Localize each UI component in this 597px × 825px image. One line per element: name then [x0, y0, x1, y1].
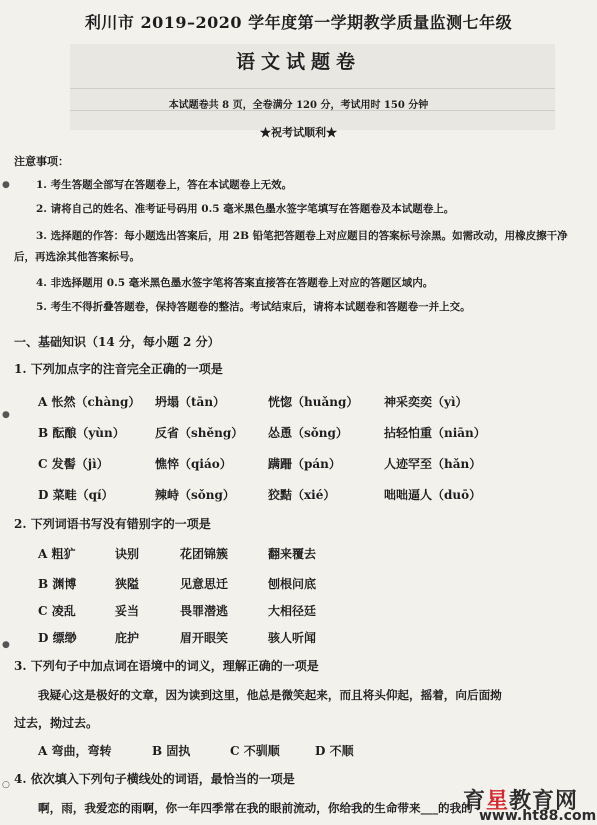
q1-option: D 菜畦（qí）	[38, 488, 114, 502]
q2-option: 诀别	[115, 547, 140, 561]
q2-option: 大相径廷	[268, 604, 317, 618]
watermark-logo	[463, 784, 597, 824]
q2-option: 庇护	[115, 631, 140, 645]
note-item: 1. 考生答题全部写在答题卷上，答在本试题卷上无效。	[36, 179, 293, 191]
q3-option: C 不驯顺	[230, 744, 280, 758]
q1-option: A 怅然（chàng）	[38, 395, 141, 409]
q1-option: 怂恿（sǒng）	[268, 426, 348, 440]
q2-option: D 缥缈	[38, 631, 77, 645]
q1-option: 恍惚（huǎng）	[268, 395, 359, 409]
q2-option: 眉开眼笑	[180, 631, 229, 645]
section-heading: 一、基础知识（14 分，每小题 2 分）	[14, 335, 220, 349]
q3-option: B 固执	[152, 744, 191, 758]
watermark-brand-prefix: 育	[463, 789, 487, 814]
margin-hole-mark: ●	[2, 640, 10, 650]
margin-hole-mark: ○	[2, 780, 10, 790]
bleed-through-line	[70, 88, 555, 89]
q2-option: 见意思迁	[180, 577, 229, 591]
note-item: 2. 请将自己的姓名、准考证号码用 0.5 毫米黑色墨水签字笔填写在答题卷及本试题卷上。	[36, 203, 455, 215]
watermark-brand-highlight: 星	[486, 789, 510, 814]
q1-option: 拈轻怕重（niān）	[384, 426, 486, 440]
q1-option: 反省（shěng）	[155, 426, 244, 440]
exam-subtitle: 语文试题卷	[235, 51, 361, 73]
exam-info: 本试题卷共 8 页，全卷满分 120 分，考试用时 150 分钟	[168, 100, 429, 111]
q1-option: 辣峙（sǒng）	[155, 488, 235, 502]
q2-option: 花团锦簇	[180, 547, 229, 561]
q3-option: A 弯曲，弯转	[38, 744, 112, 758]
notes-heading: 注意事项：	[14, 155, 69, 168]
q4-passage: 啊，雨，我爱恋的雨啊，你一年四季常在我的眼前流动，你给我的生命带来___的我的	[38, 801, 473, 815]
q1-option: 狡黠（xié）	[268, 488, 336, 502]
q2-option: 妥当	[115, 604, 140, 618]
question-stem: 2. 下列词语书写没有错别字的一项是	[14, 517, 211, 531]
margin-hole-mark: ●	[2, 410, 10, 420]
q3-passage: 我疑心这是极好的文章，因为读到这里，他总是微笑起来，而且将头仰起，摇着，向后面拗	[38, 688, 502, 702]
exam-title: 利川市 2019–2020 学年度第一学期教学质量监测七年级	[84, 13, 513, 32]
q2-option: B 渊博	[38, 577, 77, 591]
q2-option: 刨根问底	[268, 577, 317, 591]
question-stem: 4. 依次填入下列句子横线处的词语，最恰当的一项是	[14, 772, 295, 786]
margin-hole-mark: ●	[2, 180, 10, 190]
good-luck-line: ★祝考试顺利★	[260, 126, 337, 139]
question-stem: 1. 下列加点字的注音完全正确的一项是	[14, 362, 223, 376]
q1-option: 咄咄逼人（duō）	[384, 488, 482, 502]
q2-option: 畏罪潜逃	[180, 604, 229, 618]
q1-option: 人迹罕至（hǎn）	[384, 457, 482, 471]
q2-option: 翻来覆去	[268, 547, 317, 561]
q2-option: C 凌乱	[38, 604, 76, 618]
question-stem: 3. 下列句子中加点词在语境中的词义，理解正确的一项是	[14, 659, 319, 673]
q1-option: 憔悴（qiáo）	[155, 457, 232, 471]
q1-option: 神采奕奕（yì）	[384, 395, 468, 409]
q3-passage: 过去，拗过去。	[14, 716, 99, 730]
note-item: 5. 考生不得折叠答题卷，保持答题卷的整洁。考试结束后，请将本试题卷和答题卷一并上交。	[36, 301, 471, 313]
q2-option: 骇人听闻	[268, 631, 317, 645]
note-item: 3. 选择题的作答：每小题选出答案后，用 2B 铅笔把答题卷上对应题目的答案标号涂黑。如需改动，用橡皮擦干净后，再选涂其他答案标号。	[14, 230, 568, 263]
note-item: 4. 非选择题用 0.5 毫米黑色墨水签字笔将答案直接答在答题卷上对应的答题区域内。	[36, 277, 434, 289]
q2-option: A 粗犷	[38, 547, 76, 561]
q1-option: B 酝酿（yùn）	[38, 426, 125, 440]
q1-option: 坍塌（tān）	[155, 395, 226, 409]
watermark-brand-suffix: 教育网	[509, 789, 579, 814]
q1-option: C 发髻（jì）	[38, 457, 109, 471]
watermark-url: www.ht88.com	[479, 808, 597, 824]
q3-option: D 不顺	[315, 744, 354, 758]
q1-option: 蹒跚（pán）	[268, 457, 341, 471]
q2-option: 狭隘	[115, 577, 140, 591]
